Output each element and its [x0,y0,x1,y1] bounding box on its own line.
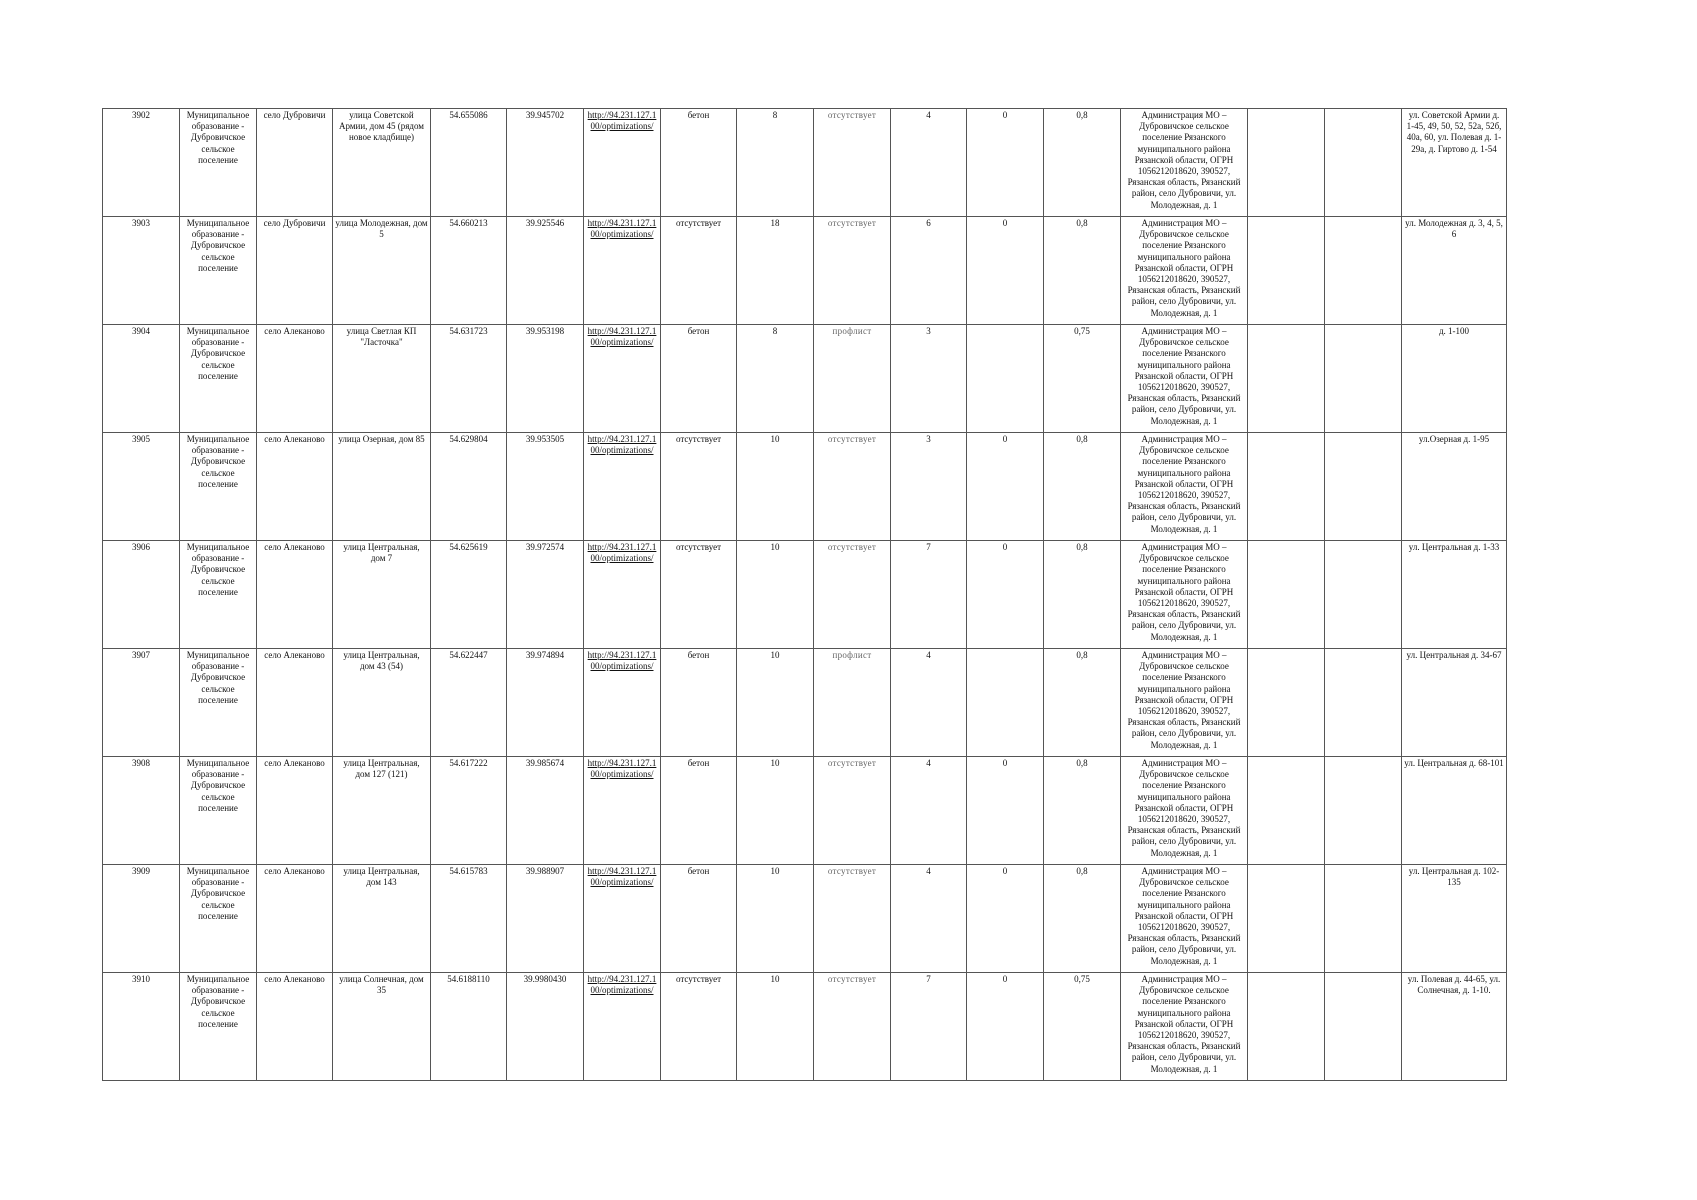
empty-cell-a [1248,109,1325,217]
container-count-cell: 7 [891,541,967,649]
container-volume-cell: 0,75 [1044,325,1121,433]
village-cell: село Алеканово [257,433,333,541]
served-objects-cell: ул. Молодежная д. 3, 4, 5, 6 [1402,217,1507,325]
fence-type-cell: профлист [814,325,891,433]
empty-cell-b [1325,217,1402,325]
map-link[interactable]: http://94.231.127.100/optimizations/ [587,650,657,672]
waste-sites-table [102,108,1507,1081]
empty-cell-b [1325,325,1402,433]
container-volume-cell: 0,8 [1044,757,1121,865]
row-number: 3908 [103,757,180,865]
container-count-cell: 3 [891,433,967,541]
village-cell: село Алеканово [257,541,333,649]
village-cell: село Алеканово [257,649,333,757]
container-count-cell: 4 [891,649,967,757]
address-cell: улица Центральная, дом 143 [333,865,431,973]
empty-cell-a [1248,865,1325,973]
map-link[interactable]: http://94.231.127.100/optimizations/ [587,758,657,780]
planned-container-count-cell: 0 [967,217,1044,325]
served-objects-cell: ул. Советской Армии д. 1-45, 49, 50, 52, 52а, 52б, 40а, 60, ул. Полевая д. 1-29а, д. Гиртово д. 1-54 [1402,109,1507,217]
area-cell: 10 [737,649,814,757]
empty-cell-b [1325,973,1402,1081]
container-count-cell: 6 [891,217,967,325]
row-number: 3904 [103,325,180,433]
surface-type-cell: отсутствует [661,973,737,1081]
served-objects-cell: ул. Центральная д. 1-33 [1402,541,1507,649]
longitude-cell: 39.988907 [507,865,584,973]
owner-cell: Администрация МО – Дубровичское сельское поселение Рязанского муниципального района Рязанской области, ОГРН 1056212018620, 390527, Рязанская область, Рязанский район, село Дубровичи, ул. Молодежная, д. 1 [1121,541,1248,649]
address-cell: улица Солнечная, дом 35 [333,973,431,1081]
map-link[interactable]: http://94.231.127.100/optimizations/ [587,326,657,348]
table-row [103,649,1507,757]
row-number: 3909 [103,865,180,973]
map-link-cell [584,325,661,433]
municipality-cell: Муниципальное образование - Дубровичское сельское поселение [180,649,257,757]
village-cell: село Алеканово [257,325,333,433]
container-count-cell: 4 [891,109,967,217]
empty-cell-a [1248,217,1325,325]
map-link-cell [584,973,661,1081]
area-cell: 10 [737,541,814,649]
served-objects-cell: ул. Центральная д. 68-101 [1402,757,1507,865]
village-cell: село Дубровичи [257,217,333,325]
table-row [103,109,1507,217]
longitude-cell: 39.972574 [507,541,584,649]
longitude-cell: 39.953198 [507,325,584,433]
municipality-cell: Муниципальное образование - Дубровичское сельское поселение [180,757,257,865]
municipality-cell: Муниципальное образование - Дубровичское сельское поселение [180,541,257,649]
served-objects-cell: д. 1-100 [1402,325,1507,433]
map-link[interactable]: http://94.231.127.100/optimizations/ [587,542,657,564]
area-cell: 18 [737,217,814,325]
container-volume-cell: 0,8 [1044,541,1121,649]
area-cell: 8 [737,109,814,217]
map-link[interactable]: http://94.231.127.100/optimizations/ [587,434,657,456]
empty-cell-a [1248,757,1325,865]
container-volume-cell: 0,8 [1044,217,1121,325]
address-cell: улица Озерная, дом 85 [333,433,431,541]
area-cell: 8 [737,325,814,433]
row-number: 3905 [103,433,180,541]
row-number: 3907 [103,649,180,757]
owner-cell: Администрация МО – Дубровичское сельское поселение Рязанского муниципального района Рязанской области, ОГРН 1056212018620, 390527, Рязанская область, Рязанский район, село Дубровичи, ул. Молодежная, д. 1 [1121,973,1248,1081]
empty-cell-b [1325,109,1402,217]
empty-cell-b [1325,865,1402,973]
fence-type-cell: отсутствует [814,109,891,217]
municipality-cell: Муниципальное образование - Дубровичское сельское поселение [180,217,257,325]
latitude-cell: 54.625619 [431,541,507,649]
latitude-cell: 54.622447 [431,649,507,757]
fence-type-cell: отсутствует [814,865,891,973]
latitude-cell: 54.629804 [431,433,507,541]
surface-type-cell: бетон [661,757,737,865]
table-row [103,541,1507,649]
address-cell: улица Советской Армии, дом 45 (рядом новое кладбище) [333,109,431,217]
area-cell: 10 [737,865,814,973]
longitude-cell: 39.945702 [507,109,584,217]
address-cell: улица Центральная, дом 127 (121) [333,757,431,865]
container-volume-cell: 0,8 [1044,649,1121,757]
planned-container-count-cell: 0 [967,973,1044,1081]
area-cell: 10 [737,757,814,865]
container-count-cell: 4 [891,757,967,865]
owner-cell: Администрация МО – Дубровичское сельское поселение Рязанского муниципального района Рязанской области, ОГРН 1056212018620, 390527, Рязанская область, Рязанский район, село Дубровичи, ул. Молодежная, д. 1 [1121,325,1248,433]
owner-cell: Администрация МО – Дубровичское сельское поселение Рязанского муниципального района Рязанской области, ОГРН 1056212018620, 390527, Рязанская область, Рязанский район, село Дубровичи, ул. Молодежная, д. 1 [1121,109,1248,217]
table-row [103,217,1507,325]
municipality-cell: Муниципальное образование - Дубровичское сельское поселение [180,109,257,217]
served-objects-cell: ул. Центральная д. 102-135 [1402,865,1507,973]
planned-container-count-cell: 0 [967,433,1044,541]
row-number: 3902 [103,109,180,217]
empty-cell-b [1325,649,1402,757]
planned-container-count-cell: 0 [967,109,1044,217]
planned-container-count-cell [967,325,1044,433]
empty-cell-a [1248,541,1325,649]
surface-type-cell: бетон [661,865,737,973]
surface-type-cell: отсутствует [661,433,737,541]
served-objects-cell: ул. Центральная д. 34-67 [1402,649,1507,757]
map-link-cell [584,217,661,325]
fence-type-cell: отсутствует [814,757,891,865]
map-link[interactable]: http://94.231.127.100/optimizations/ [587,866,657,888]
municipality-cell: Муниципальное образование - Дубровичское сельское поселение [180,973,257,1081]
fence-type-cell: профлист [814,649,891,757]
container-count-cell: 3 [891,325,967,433]
planned-container-count-cell [967,649,1044,757]
container-count-cell: 7 [891,973,967,1081]
fence-type-cell: отсутствует [814,433,891,541]
table-row [103,865,1507,973]
latitude-cell: 54.615783 [431,865,507,973]
fence-type-cell: отсутствует [814,973,891,1081]
table-row [103,433,1507,541]
row-number: 3906 [103,541,180,649]
empty-cell-b [1325,541,1402,649]
village-cell: село Алеканово [257,865,333,973]
fence-type-cell: отсутствует [814,541,891,649]
table-row [103,757,1507,865]
planned-container-count-cell: 0 [967,865,1044,973]
surface-type-cell: отсутствует [661,217,737,325]
empty-cell-a [1248,973,1325,1081]
longitude-cell: 39.925546 [507,217,584,325]
latitude-cell: 54.655086 [431,109,507,217]
container-volume-cell: 0,8 [1044,109,1121,217]
fence-type-cell: отсутствует [814,217,891,325]
longitude-cell: 39.974894 [507,649,584,757]
map-link[interactable]: http://94.231.127.100/optimizations/ [587,974,657,996]
address-cell: улица Центральная, дом 43 (54) [333,649,431,757]
municipality-cell: Муниципальное образование - Дубровичское сельское поселение [180,433,257,541]
address-cell: улица Светлая КП "Ласточка" [333,325,431,433]
latitude-cell: 54.660213 [431,217,507,325]
served-objects-cell: ул.Озерная д. 1-95 [1402,433,1507,541]
village-cell: село Алеканово [257,757,333,865]
planned-container-count-cell: 0 [967,541,1044,649]
empty-cell-b [1325,757,1402,865]
row-number: 3910 [103,973,180,1081]
container-volume-cell: 0,8 [1044,433,1121,541]
empty-cell-b [1325,433,1402,541]
latitude-cell: 54.6188110 [431,973,507,1081]
longitude-cell: 39.953505 [507,433,584,541]
municipality-cell: Муниципальное образование - Дубровичское сельское поселение [180,865,257,973]
area-cell: 10 [737,973,814,1081]
surface-type-cell: бетон [661,109,737,217]
latitude-cell: 54.631723 [431,325,507,433]
map-link[interactable]: http://94.231.127.100/optimizations/ [587,110,657,132]
planned-container-count-cell: 0 [967,757,1044,865]
map-link-cell [584,757,661,865]
map-link[interactable]: http://94.231.127.100/optimizations/ [587,218,657,240]
table-row [103,325,1507,433]
owner-cell: Администрация МО – Дубровичское сельское поселение Рязанского муниципального района Рязанской области, ОГРН 1056212018620, 390527, Рязанская область, Рязанский район, село Дубровичи, ул. Молодежная, д. 1 [1121,865,1248,973]
empty-cell-a [1248,433,1325,541]
row-number: 3903 [103,217,180,325]
owner-cell: Администрация МО – Дубровичское сельское поселение Рязанского муниципального района Рязанской области, ОГРН 1056212018620, 390527, Рязанская область, Рязанский район, село Дубровичи, ул. Молодежная, д. 1 [1121,649,1248,757]
map-link-cell [584,541,661,649]
container-volume-cell: 0,8 [1044,865,1121,973]
address-cell: улица Центральная, дом 7 [333,541,431,649]
map-link-cell [584,649,661,757]
village-cell: село Дубровичи [257,109,333,217]
map-link-cell [584,109,661,217]
area-cell: 10 [737,433,814,541]
owner-cell: Администрация МО – Дубровичское сельское поселение Рязанского муниципального района Рязанской области, ОГРН 1056212018620, 390527, Рязанская область, Рязанский район, село Дубровичи, ул. Молодежная, д. 1 [1121,433,1248,541]
map-link-cell [584,865,661,973]
table-row [103,973,1507,1081]
served-objects-cell: ул. Полевая д. 44-65, ул. Солнечная, д. 1-10. [1402,973,1507,1081]
map-link-cell [584,433,661,541]
longitude-cell: 39.9980430 [507,973,584,1081]
owner-cell: Администрация МО – Дубровичское сельское поселение Рязанского муниципального района Рязанской области, ОГРН 1056212018620, 390527, Рязанская область, Рязанский район, село Дубровичи, ул. Молодежная, д. 1 [1121,217,1248,325]
empty-cell-a [1248,325,1325,433]
container-volume-cell: 0,75 [1044,973,1121,1081]
table-body [103,109,1507,1081]
longitude-cell: 39.985674 [507,757,584,865]
surface-type-cell: бетон [661,325,737,433]
latitude-cell: 54.617222 [431,757,507,865]
empty-cell-a [1248,649,1325,757]
municipality-cell: Муниципальное образование - Дубровичское сельское поселение [180,325,257,433]
village-cell: село Алеканово [257,973,333,1081]
address-cell: улица Молодежная, дом 5 [333,217,431,325]
container-count-cell: 4 [891,865,967,973]
owner-cell: Администрация МО – Дубровичское сельское поселение Рязанского муниципального района Рязанской области, ОГРН 1056212018620, 390527, Рязанская область, Рязанский район, село Дубровичи, ул. Молодежная, д. 1 [1121,757,1248,865]
surface-type-cell: отсутствует [661,541,737,649]
surface-type-cell: бетон [661,649,737,757]
